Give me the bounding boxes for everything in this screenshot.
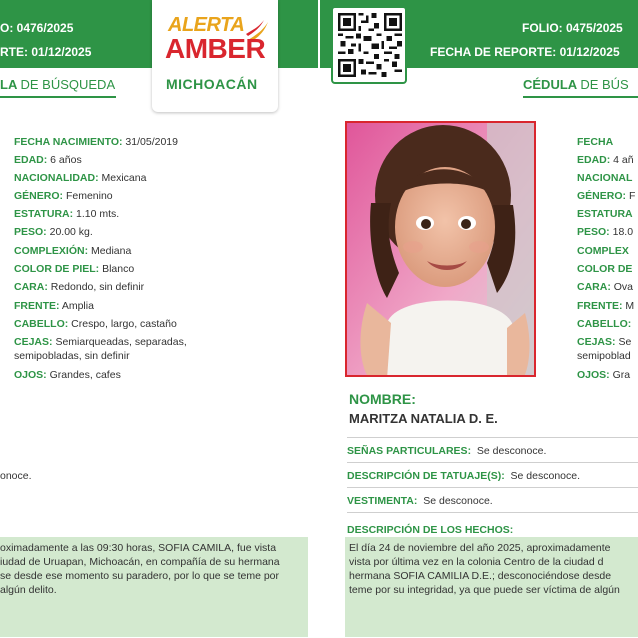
left-field-nationality: NACIONALIDAD: Mexicana [14, 172, 147, 184]
right-events-line-1: El día 24 de noviembre del año 2025, aproximadamente [349, 542, 611, 554]
right-folio: FOLIO: 0475/2025 [522, 21, 623, 35]
separator-line [347, 462, 638, 463]
right-field-age: EDAD: 4 añ [577, 154, 634, 166]
right-events-line-2: vista por última vez en la colonia Centro de la ciudad d [349, 556, 604, 568]
left-field-hair: CABELLO: Crespo, largo, castaño [14, 318, 177, 330]
alerta-amber-logo [152, 0, 278, 112]
left-fragment-text: onoce. [0, 470, 32, 482]
left-field-eyebrows-cont: semipobladas, sin definir [14, 350, 130, 362]
logo-alerta-text: ALERTA [168, 14, 245, 36]
left-field-build: COMPLEXIÓN: Mediana [14, 245, 132, 257]
left-cedula-thin: DE BÚSQUEDA [20, 77, 116, 92]
separator-line [347, 487, 638, 488]
right-field-build: COMPLEX [577, 245, 629, 257]
right-cedula-bold: CÉDULA [523, 77, 577, 92]
right-report-date: FECHA DE REPORTE: 01/12/2025 [430, 45, 620, 59]
qr-code [331, 6, 407, 84]
left-events-line-2: iudad de Uruapan, Michoacán, en compañía de su hermana [0, 556, 280, 568]
left-field-face: CARA: Redondo, sin definir [14, 281, 145, 293]
right-field-hair: CABELLO: [577, 318, 632, 330]
right-cedula-heading [523, 77, 629, 92]
left-field-eyes: OJOS: Grandes, cafes [14, 369, 121, 381]
right-events-line-3: hermana SOFIA CAMILIA D.E.; desconociéndose desde [349, 570, 612, 582]
left-events-line-4: algún delito. [0, 584, 57, 596]
right-cedula-underline [523, 96, 638, 98]
left-field-birthdate: FECHA NACIMIENTO: 31/05/2019 [14, 136, 178, 148]
right-field-face: CARA: Ova [577, 281, 634, 293]
left-report-date: RTE: 01/12/2025 [0, 45, 92, 59]
separator-line [347, 437, 638, 438]
right-events-line-4: teme por su integridad, ya que puede ser víctima de algún [349, 584, 620, 596]
left-cedula-bold: LA [0, 77, 17, 92]
left-cedula-heading [0, 77, 115, 92]
missing-person-name: MARITZA NATALIA D. E. [349, 411, 498, 426]
left-cedula-underline [0, 96, 116, 98]
left-events-line-1: oximadamente a las 09:30 horas, SOFIA CAMILA, fue vista [0, 542, 277, 554]
distinguishing-marks: SEÑAS PARTICULARES: Se desconoce. [347, 445, 547, 457]
tattoo-description: DESCRIPCIÓN DE TATUAJE(S): Se desconoce. [347, 470, 581, 482]
right-field-birthdate: FECHA [577, 136, 614, 148]
left-field-height: ESTATURA: 1.10 mts. [14, 208, 120, 220]
left-field-gender: GÉNERO: Femenino [14, 190, 113, 202]
card-divider [318, 0, 320, 68]
logo-state-text: MICHOACÁN [166, 76, 258, 92]
missing-child-photo [345, 121, 536, 377]
clothing: VESTIMENTA: Se desconoce. [347, 495, 493, 507]
left-field-weight: PESO: 20.00 kg. [14, 226, 93, 238]
left-field-forehead: FRENTE: Amplia [14, 300, 94, 312]
right-field-nationality: NACIONAL [577, 172, 633, 184]
left-events-line-3: se desde ese momento su paradero, por lo que se teme por [0, 570, 279, 582]
left-field-skin: COLOR DE PIEL: Blanco [14, 263, 135, 275]
events-title: DESCRIPCIÓN DE LOS HECHOS: [347, 524, 514, 536]
left-folio: O: 0476/2025 [0, 21, 74, 35]
left-field-eyebrows: CEJAS: Semiarqueadas, separadas, [14, 336, 187, 348]
right-field-weight: PESO: 18.0 [577, 226, 634, 238]
left-field-age: EDAD: 6 años [14, 154, 82, 166]
child-portrait-image [347, 123, 536, 377]
right-field-eyebrows-cont: semipoblad [577, 350, 631, 362]
logo-amber-text: AMBER [165, 33, 266, 64]
right-cedula-thin: DE BÚS [580, 77, 629, 92]
right-field-height: ESTATURA [577, 208, 633, 220]
right-field-forehead: FRENTE: M [577, 300, 635, 312]
name-label: NOMBRE: [349, 391, 416, 407]
right-field-skin: COLOR DE [577, 263, 633, 275]
right-field-eyebrows: CEJAS: Se [577, 336, 632, 348]
separator-line [347, 512, 638, 513]
right-field-eyes: OJOS: Gra [577, 369, 631, 381]
qr-code-icon [338, 13, 402, 77]
right-field-gender: GÉNERO: F [577, 190, 636, 202]
